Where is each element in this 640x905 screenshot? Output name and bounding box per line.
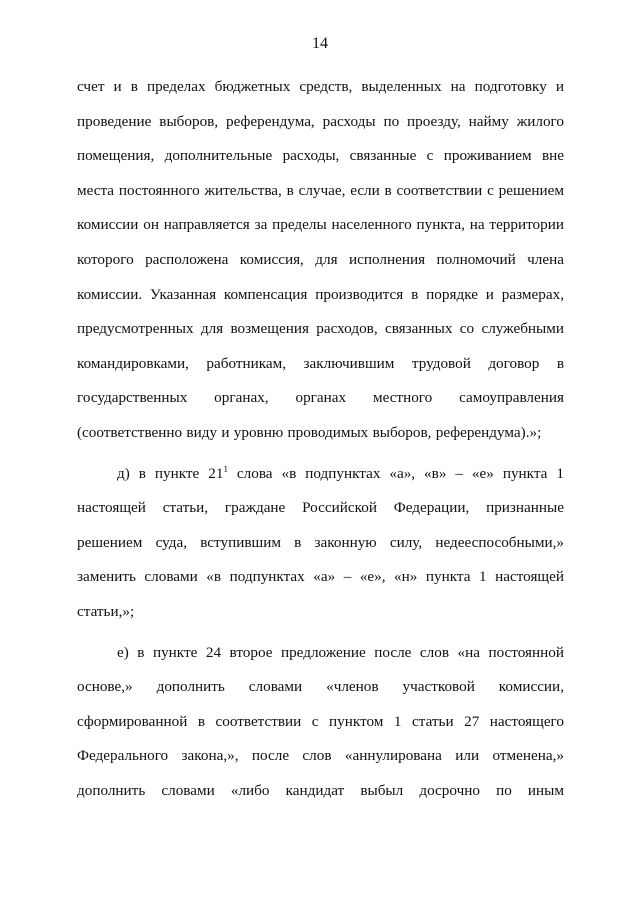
- item-d-text-rest: слова «в подпунктах «а», «в» – «е» пункта 1 настоящей статьи, граждане Российской Федерации, признанные решением суда, вступившим в законную силу, недееспособными,» заменить словами «в подпунктах «а» – «е», «н» пункта 1 настоящей статьи,»;: [77, 464, 564, 620]
- paragraph-item-e: е) в пункте 24 второе предложение после слов «на постоянной основе,» дополнить словами «членов участковой комиссии, сформированной в соответствии с пунктом 1 статьи 27 настоящего Федерального закона,», после слов «аннулирована или отменена,» дополнить словами «либо кандидат выбыл досрочно по иным: [77, 643, 564, 799]
- document-body: [77, 70, 564, 808]
- item-d-text-start: д) в пункте 21: [117, 464, 224, 482]
- page-number: 14: [312, 35, 328, 52]
- paragraph-continuation: счет и в пределах бюджетных средств, выделенных на подготовку и проведение выборов, референдума, расходы по проезду, найму жилого помещения, дополнительные расходы, связанные с проживанием вне места постоянного жительства, в случае, если в соответствии с решением комиссии он направляется за пределы населенного пункта, на территории которого расположена комиссия, для исполнения полномочий члена комиссии. Указанная компенсация производится в порядке и размерах, предусмотренных для возмещения расходов, связанных со служебными командировками, работникам, заключившим трудовой договор в государственных органах, органах местного самоуправления (соответственно виду и уровню проводимых выборов, референдума).»;: [77, 78, 564, 441]
- paragraph-item-d: [77, 457, 564, 630]
- item-d-superscript: 1: [223, 463, 228, 474]
